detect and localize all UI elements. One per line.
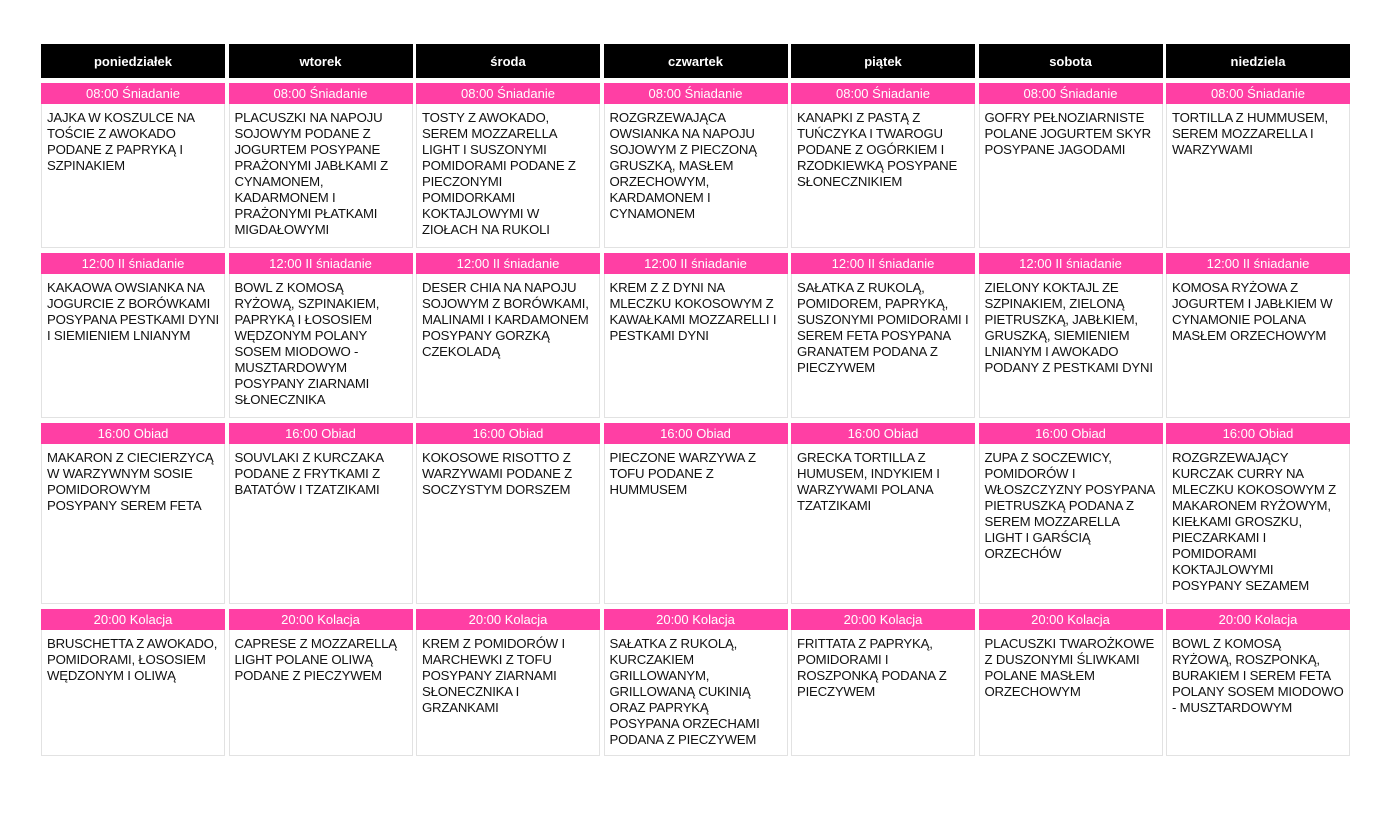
- meal-time-label: 16:00 Obiad: [41, 423, 225, 444]
- meal-time-label: 08:00 Śniadanie: [41, 83, 225, 104]
- meal-description: PLACUSZKI NA NAPOJU SOJOWYM PODANE Z JOGURTEM POSYPANE PRAŻONYMI JABŁKAMI Z CYNAMONEM, KADARMONEM I PRAŻONYMI PŁATKAMI MIGDAŁOWYMI: [229, 104, 413, 248]
- meal-description: CAPRESE Z MOZZARELLĄ LIGHT POLANE OLIWĄ PODANE Z PIECZYWEM: [229, 630, 413, 756]
- meal-time-label: 08:00 Śniadanie: [791, 83, 975, 104]
- meal-time-label: 16:00 Obiad: [1166, 423, 1350, 444]
- meal-description: FRITTATA Z PAPRYKĄ, POMIDORAMI I ROSZPONKĄ PODANA Z PIECZYWEM: [791, 630, 975, 756]
- meal-description: KOMOSA RYŻOWA Z JOGURTEM I JABŁKIEM W CYNAMONIE POLANA MASŁEM ORZECHOWYM: [1166, 274, 1350, 418]
- meal-description: KOKOSOWE RISOTTO Z WARZYWAMI PODANE Z SOCZYSTYM DORSZEM: [416, 444, 600, 604]
- meal-description: KREM Z Z DYNI NA MLECZKU KOKOSOWYM Z KAWAŁKAMI MOZZARELLI I PESTKAMI DYNI: [604, 274, 788, 418]
- meal-description: ZIELONY KOKTAJL ZE SZPINAKIEM, ZIELONĄ PIETRUSZKĄ, JABŁKIEM, GRUSZKĄ, SIEMIENIEM LNIANYM I AWOKADO PODANY Z PESTKAMI DYNI: [979, 274, 1163, 418]
- meal-time-label: 12:00 II śniadanie: [41, 253, 225, 274]
- meal-description: KAKAOWA OWSIANKA NA JOGURCIE Z BORÓWKAMI POSYPANA PESTKAMI DYNI I SIEMIENIEM LNIANYM: [41, 274, 225, 418]
- meal-description: JAJKA W KOSZULCE NA TOŚCIE Z AWOKADO PODANE Z PAPRYKĄ I SZPINAKIEM: [41, 104, 225, 248]
- meal-description: MAKARON Z CIECIERZYCĄ W WARZYWNYM SOSIE POMIDOROWYM POSYPANY SEREM FETA: [41, 444, 225, 604]
- meal-description: ZUPA Z SOCZEWICY, POMIDORÓW I WŁOSZCZYZNY POSYPANA PIETRUSZKĄ PODANA Z SEREM MOZZARELLA LIGHT I GARŚCIĄ ORZECHÓW: [979, 444, 1163, 604]
- meal-time-label: 20:00 Kolacja: [416, 609, 600, 630]
- meal-time-label: 20:00 Kolacja: [979, 609, 1163, 630]
- meal-time-label: 12:00 II śniadanie: [416, 253, 600, 274]
- meal-description: GRECKA TORTILLA Z HUMUSEM, INDYKIEM I WARZYWAMI POLANA TZATZIKAMI: [791, 444, 975, 604]
- meal-description: GOFRY PEŁNOZIARNISTE POLANE JOGURTEM SKYR POSYPANE JAGODAMI: [979, 104, 1163, 248]
- meal-time-label: 08:00 Śniadanie: [979, 83, 1163, 104]
- meal-time-label: 20:00 Kolacja: [604, 609, 788, 630]
- meal-description: ROZGRZEWAJĄCA OWSIANKA NA NAPOJU SOJOWYM Z PIECZONĄ GRUSZKĄ, MASŁEM ORZECHOWYM, KARDAMONEM I CYNAMONEM: [604, 104, 788, 248]
- meal-time-label: 12:00 II śniadanie: [604, 253, 788, 274]
- meal-time-label: 16:00 Obiad: [604, 423, 788, 444]
- meal-time-label: 16:00 Obiad: [979, 423, 1163, 444]
- meal-time-label: 08:00 Śniadanie: [229, 83, 413, 104]
- day-header: czwartek: [604, 44, 788, 78]
- meal-time-label: 16:00 Obiad: [791, 423, 975, 444]
- meal-time-label: 12:00 II śniadanie: [1166, 253, 1350, 274]
- meal-time-label: 20:00 Kolacja: [41, 609, 225, 630]
- day-header: poniedziałek: [41, 44, 225, 78]
- meal-time-label: 20:00 Kolacja: [1166, 609, 1350, 630]
- meal-plan-grid: [41, 44, 1348, 756]
- meal-time-label: 12:00 II śniadanie: [979, 253, 1163, 274]
- meal-description: ROZGRZEWAJĄCY KURCZAK CURRY NA MLECZKU KOKOSOWYM Z MAKARONEM RYŻOWYM, KIEŁKAMI GROSZKU, PIECZARKAMI I POMIDORAMI KOKTAJLOWYMI POSYPANY SEZAMEM: [1166, 444, 1350, 604]
- meal-description: BOWL Z KOMOSĄ RYŻOWĄ, SZPINAKIEM, PAPRYKĄ I ŁOSOSIEM WĘDZONYM POLANY SOSEM MIODOWO - MUSZTARDOWYM POSYPANY ZIARNAMI SŁONECZNIKA: [229, 274, 413, 418]
- meal-description: SAŁATKA Z RUKOLĄ, POMIDOREM, PAPRYKĄ, SUSZONYMI POMIDORAMI I SEREM FETA POSYPANA GRANATEM PODANA Z PIECZYWEM: [791, 274, 975, 418]
- meal-description: BRUSCHETTA Z AWOKADO, POMIDORAMI, ŁOSOSIEM WĘDZONYM I OLIWĄ: [41, 630, 225, 756]
- day-header: środa: [416, 44, 600, 78]
- meal-description: BOWL Z KOMOSĄ RYŻOWĄ, ROSZPONKĄ, BURAKIEM I SEREM FETA POLANY SOSEM MIODOWO - MUSZTARDOWYM: [1166, 630, 1350, 756]
- meal-time-label: 12:00 II śniadanie: [791, 253, 975, 274]
- meal-description: PLACUSZKI TWAROŻKOWE Z DUSZONYMI ŚLIWKAMI POLANE MASŁEM ORZECHOWYM: [979, 630, 1163, 756]
- day-header: wtorek: [229, 44, 413, 78]
- meal-time-label: 08:00 Śniadanie: [1166, 83, 1350, 104]
- meal-description: SAŁATKA Z RUKOLĄ, KURCZAKIEM GRILLOWANYM, GRILLOWANĄ CUKINIĄ ORAZ PAPRYKĄ POSYPANA ORZECHAMI PODANA Z PIECZYWEM: [604, 630, 788, 756]
- meal-time-label: 20:00 Kolacja: [791, 609, 975, 630]
- day-header: piątek: [791, 44, 975, 78]
- meal-description: SOUVLAKI Z KURCZAKA PODANE Z FRYTKAMI Z BATATÓW I TZATZIKAMI: [229, 444, 413, 604]
- meal-time-label: 20:00 Kolacja: [229, 609, 413, 630]
- day-header: niedziela: [1166, 44, 1350, 78]
- meal-description: TOSTY Z AWOKADO, SEREM MOZZARELLA LIGHT I SUSZONYMI POMIDORAMI PODANE Z PIECZONYMI POMIDORKAMI KOKTAJLOWYMI W ZIOŁACH NA RUKOLI: [416, 104, 600, 248]
- meal-description: KANAPKI Z PASTĄ Z TUŃCZYKA I TWAROGU PODANE Z OGÓRKIEM I RZODKIEWKĄ POSYPANE SŁONECZNIKIEM: [791, 104, 975, 248]
- meal-time-label: 16:00 Obiad: [229, 423, 413, 444]
- meal-description: DESER CHIA NA NAPOJU SOJOWYM Z BORÓWKAMI, MALINAMI I KARDAMONEM POSYPANY GORZKĄ CZEKOLADĄ: [416, 274, 600, 418]
- meal-time-label: 08:00 Śniadanie: [416, 83, 600, 104]
- meal-time-label: 16:00 Obiad: [416, 423, 600, 444]
- day-header: sobota: [979, 44, 1163, 78]
- meal-time-label: 08:00 Śniadanie: [604, 83, 788, 104]
- meal-time-label: 12:00 II śniadanie: [229, 253, 413, 274]
- meal-description: PIECZONE WARZYWA Z TOFU PODANE Z HUMMUSEM: [604, 444, 788, 604]
- meal-description: TORTILLA Z HUMMUSEM, SEREM MOZZARELLA I WARZYWAMI: [1166, 104, 1350, 248]
- meal-description: KREM Z POMIDORÓW I MARCHEWKI Z TOFU POSYPANY ZIARNAMI SŁONECZNIKA I GRZANKAMI: [416, 630, 600, 756]
